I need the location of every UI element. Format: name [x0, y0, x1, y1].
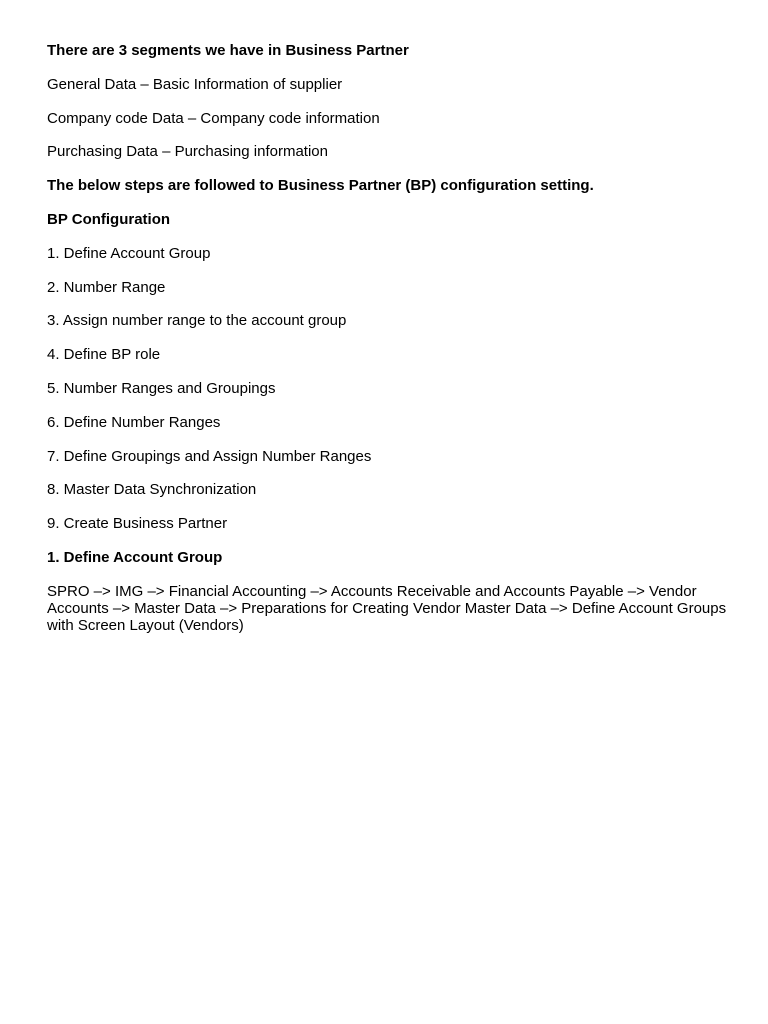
step-item: 6. Define Number Ranges	[47, 413, 221, 431]
step-item: 3. Assign number range to the account group	[47, 312, 347, 330]
step-item: 2. Number Range	[47, 278, 166, 296]
segment-company-code-data: Company code Data – Company code information	[47, 109, 380, 127]
segment-general-data: General Data – Basic Information of supplier	[47, 75, 343, 93]
document-page	[47, 42, 737, 634]
step-item: 9. Create Business Partner	[47, 515, 228, 533]
segment-purchasing-data: Purchasing Data – Purchasing information	[47, 143, 328, 161]
section1-heading: 1. Define Account Group	[47, 548, 223, 566]
step-item: 5. Number Ranges and Groupings	[47, 379, 276, 397]
step-item: 7. Define Groupings and Assign Number Ranges	[47, 447, 372, 465]
config-heading: BP Configuration	[47, 210, 171, 228]
step-item: 4. Define BP role	[47, 346, 161, 364]
steps-intro: The below steps are followed to Business Partner (BP) configuration setting.	[47, 177, 594, 195]
intro-heading: There are 3 segments we have in Business Partner	[47, 42, 409, 59]
steps-list	[47, 245, 737, 533]
step-item: 1. Define Account Group	[47, 244, 211, 262]
section1-menu-path: SPRO –> IMG –> Financial Accounting –> Accounts Receivable and Accounts Payable –> Vendor Accounts –> Master Data –> Preparations for Creating Vendor Master Data –> Define Account Groups with Screen Layout (Vendors)	[47, 582, 727, 634]
step-item: 8. Master Data Synchronization	[47, 481, 257, 499]
